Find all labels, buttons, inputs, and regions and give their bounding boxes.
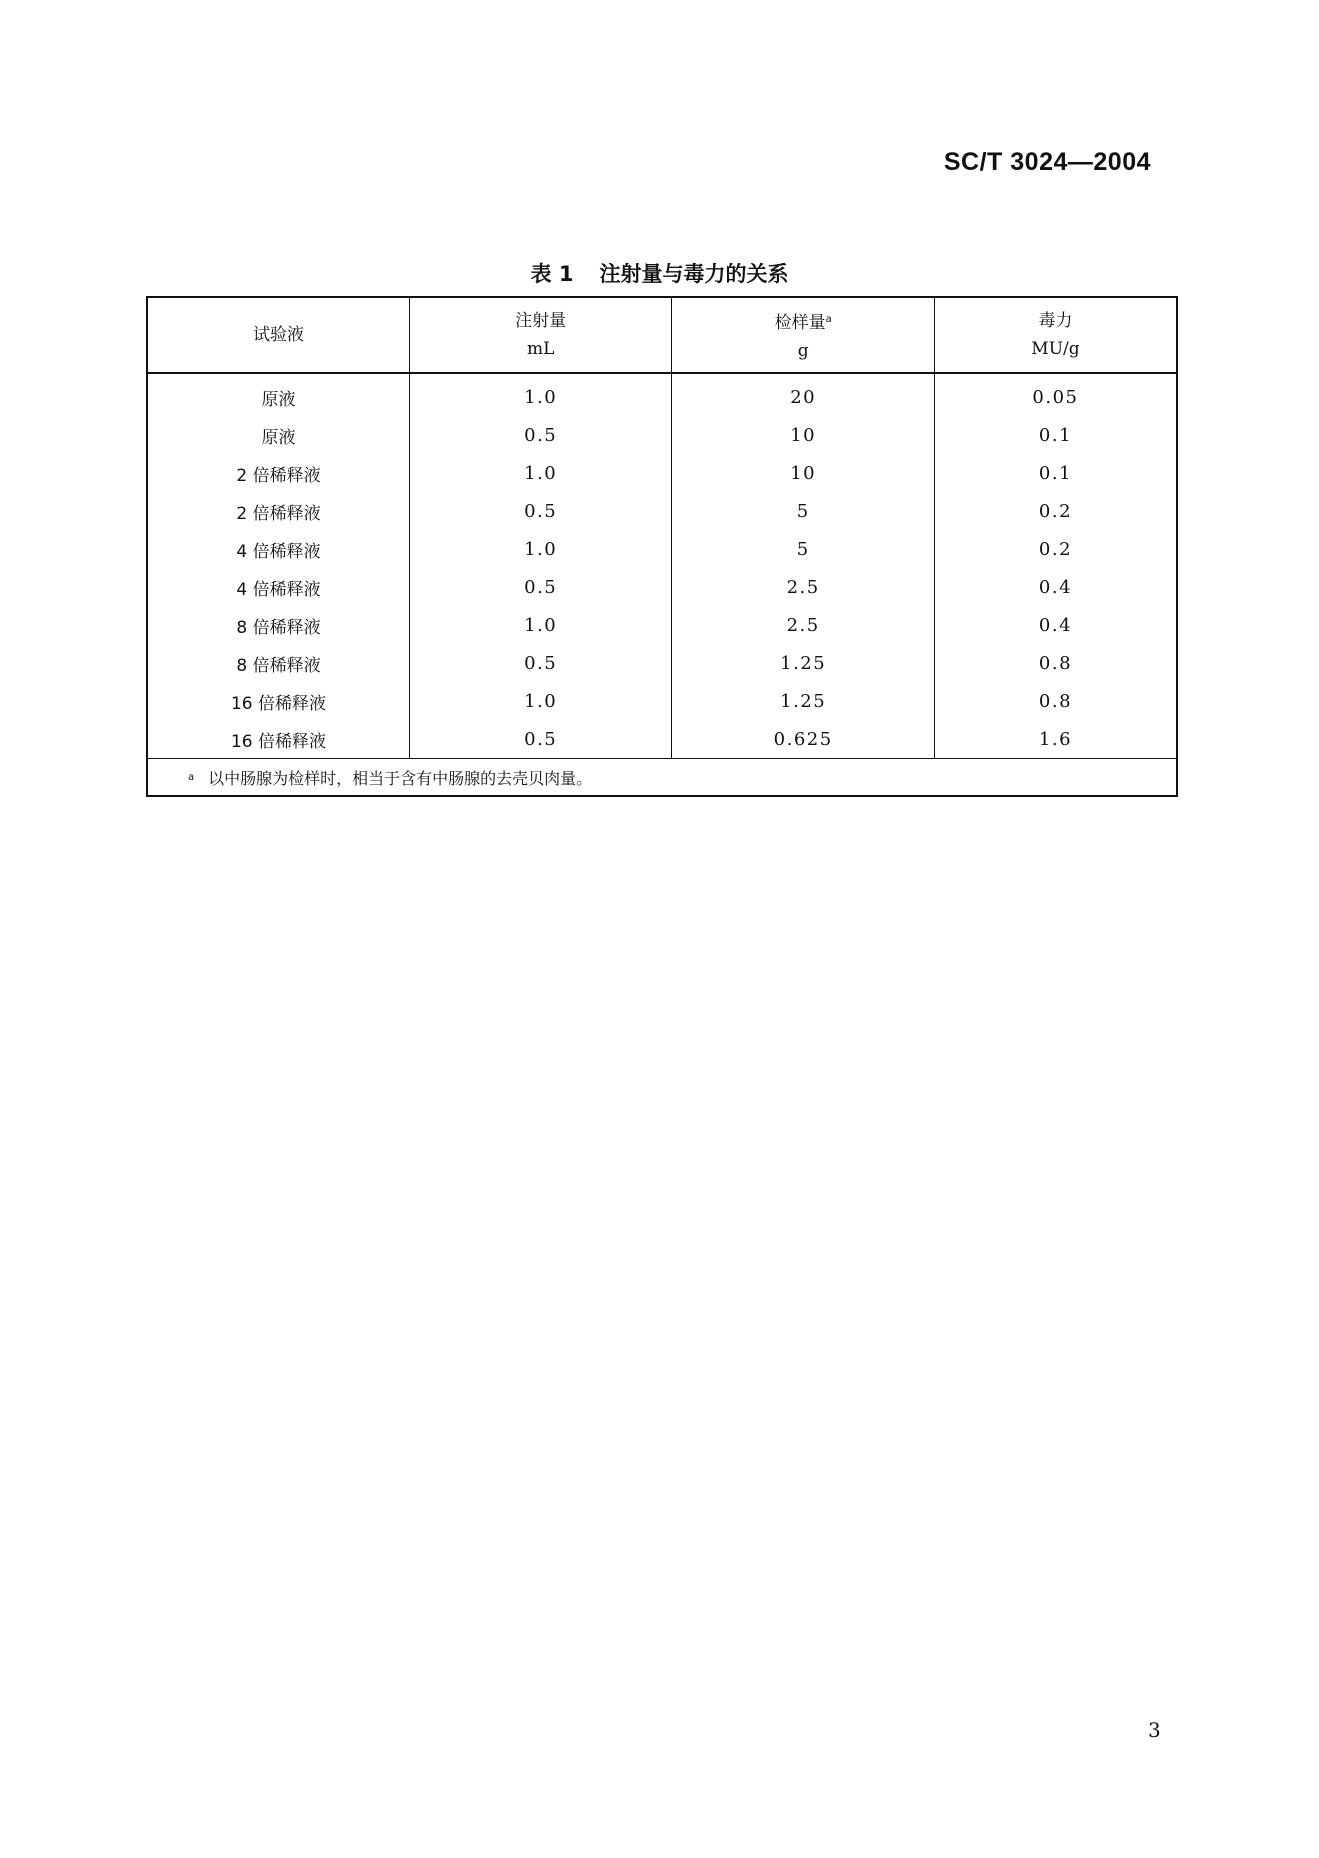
table-row: [147, 720, 1177, 759]
table-row: [147, 682, 1177, 720]
cell-volume: 0.5: [409, 568, 671, 606]
footnote-marker: a: [825, 313, 832, 325]
column-header-injection-volume: [409, 297, 671, 373]
column-label: 检样量: [774, 312, 826, 333]
column-label: 注射量: [515, 311, 567, 331]
table-body: [147, 373, 1177, 796]
cell-toxicity: 0.4: [934, 568, 1177, 606]
table-title: [0, 258, 1319, 288]
column-unit: MU/g: [1031, 339, 1080, 359]
cell-sample: 1.25: [672, 644, 935, 682]
cell-volume: 0.5: [409, 492, 671, 530]
cell-toxicity: 0.4: [934, 606, 1177, 644]
table-row: [147, 606, 1177, 644]
column-label: 试验液: [252, 325, 304, 345]
table-row: [147, 373, 1177, 416]
cell-toxicity: 0.1: [934, 454, 1177, 492]
cell-volume: 1.0: [409, 530, 671, 568]
table-row: [147, 644, 1177, 682]
cell-solution: 4 倍稀释液: [147, 530, 409, 568]
cell-solution: 8 倍稀释液: [147, 644, 409, 682]
cell-volume: 1.0: [409, 454, 671, 492]
table-row: [147, 416, 1177, 454]
cell-sample: 10: [672, 416, 935, 454]
standard-code: SC/T 3024—2004: [943, 148, 1151, 176]
cell-solution: 2 倍稀释液: [147, 454, 409, 492]
cell-sample: 10: [672, 454, 935, 492]
column-header-sample-amount: [672, 297, 935, 373]
cell-solution: 16 倍稀释液: [147, 682, 409, 720]
table-header-row: [147, 297, 1177, 373]
cell-sample: 5: [672, 530, 935, 568]
cell-toxicity: 0.8: [934, 644, 1177, 682]
cell-sample: 2.5: [672, 568, 935, 606]
cell-volume: 1.0: [409, 373, 671, 416]
column-header-test-solution: [147, 297, 409, 373]
cell-sample: 5: [672, 492, 935, 530]
cell-sample: 1.25: [672, 682, 935, 720]
toxicity-table: [146, 296, 1178, 797]
cell-volume: 0.5: [409, 416, 671, 454]
cell-toxicity: 1.6: [934, 720, 1177, 759]
cell-toxicity: 0.2: [934, 530, 1177, 568]
cell-sample: 2.5: [672, 606, 935, 644]
cell-solution: 原液: [147, 373, 409, 416]
cell-toxicity: 0.05: [934, 373, 1177, 416]
cell-sample: 20: [672, 373, 935, 416]
table-row: [147, 492, 1177, 530]
cell-solution: 4 倍稀释液: [147, 568, 409, 606]
cell-volume: 1.0: [409, 606, 671, 644]
table-row: [147, 530, 1177, 568]
table-number: 表 1: [530, 262, 574, 286]
cell-solution: 8 倍稀释液: [147, 606, 409, 644]
cell-solution: 16 倍稀释液: [147, 720, 409, 759]
cell-solution: 2 倍稀释液: [147, 492, 409, 530]
column-label: 毒力: [1038, 311, 1073, 331]
table-footnote-row: [147, 759, 1177, 797]
column-header-toxicity: [934, 297, 1177, 373]
footnote-marker: a: [188, 771, 195, 783]
page-number: 3: [1148, 1718, 1161, 1742]
cell-sample: 0.625: [672, 720, 935, 759]
table-caption: 注射量与毒力的关系: [599, 262, 789, 286]
table-row: [147, 454, 1177, 492]
cell-volume: 0.5: [409, 720, 671, 759]
table-footnote: [147, 759, 1177, 797]
cell-volume: 0.5: [409, 644, 671, 682]
cell-toxicity: 0.8: [934, 682, 1177, 720]
table-row: [147, 568, 1177, 606]
cell-toxicity: 0.1: [934, 416, 1177, 454]
column-unit: mL: [526, 339, 555, 359]
cell-toxicity: 0.2: [934, 492, 1177, 530]
cell-solution: 原液: [147, 416, 409, 454]
footnote-text: 以中肠腺为检样时，相当于含有中肠腺的去壳贝肉量。: [208, 768, 593, 788]
cell-volume: 1.0: [409, 682, 671, 720]
column-unit: g: [797, 340, 809, 361]
